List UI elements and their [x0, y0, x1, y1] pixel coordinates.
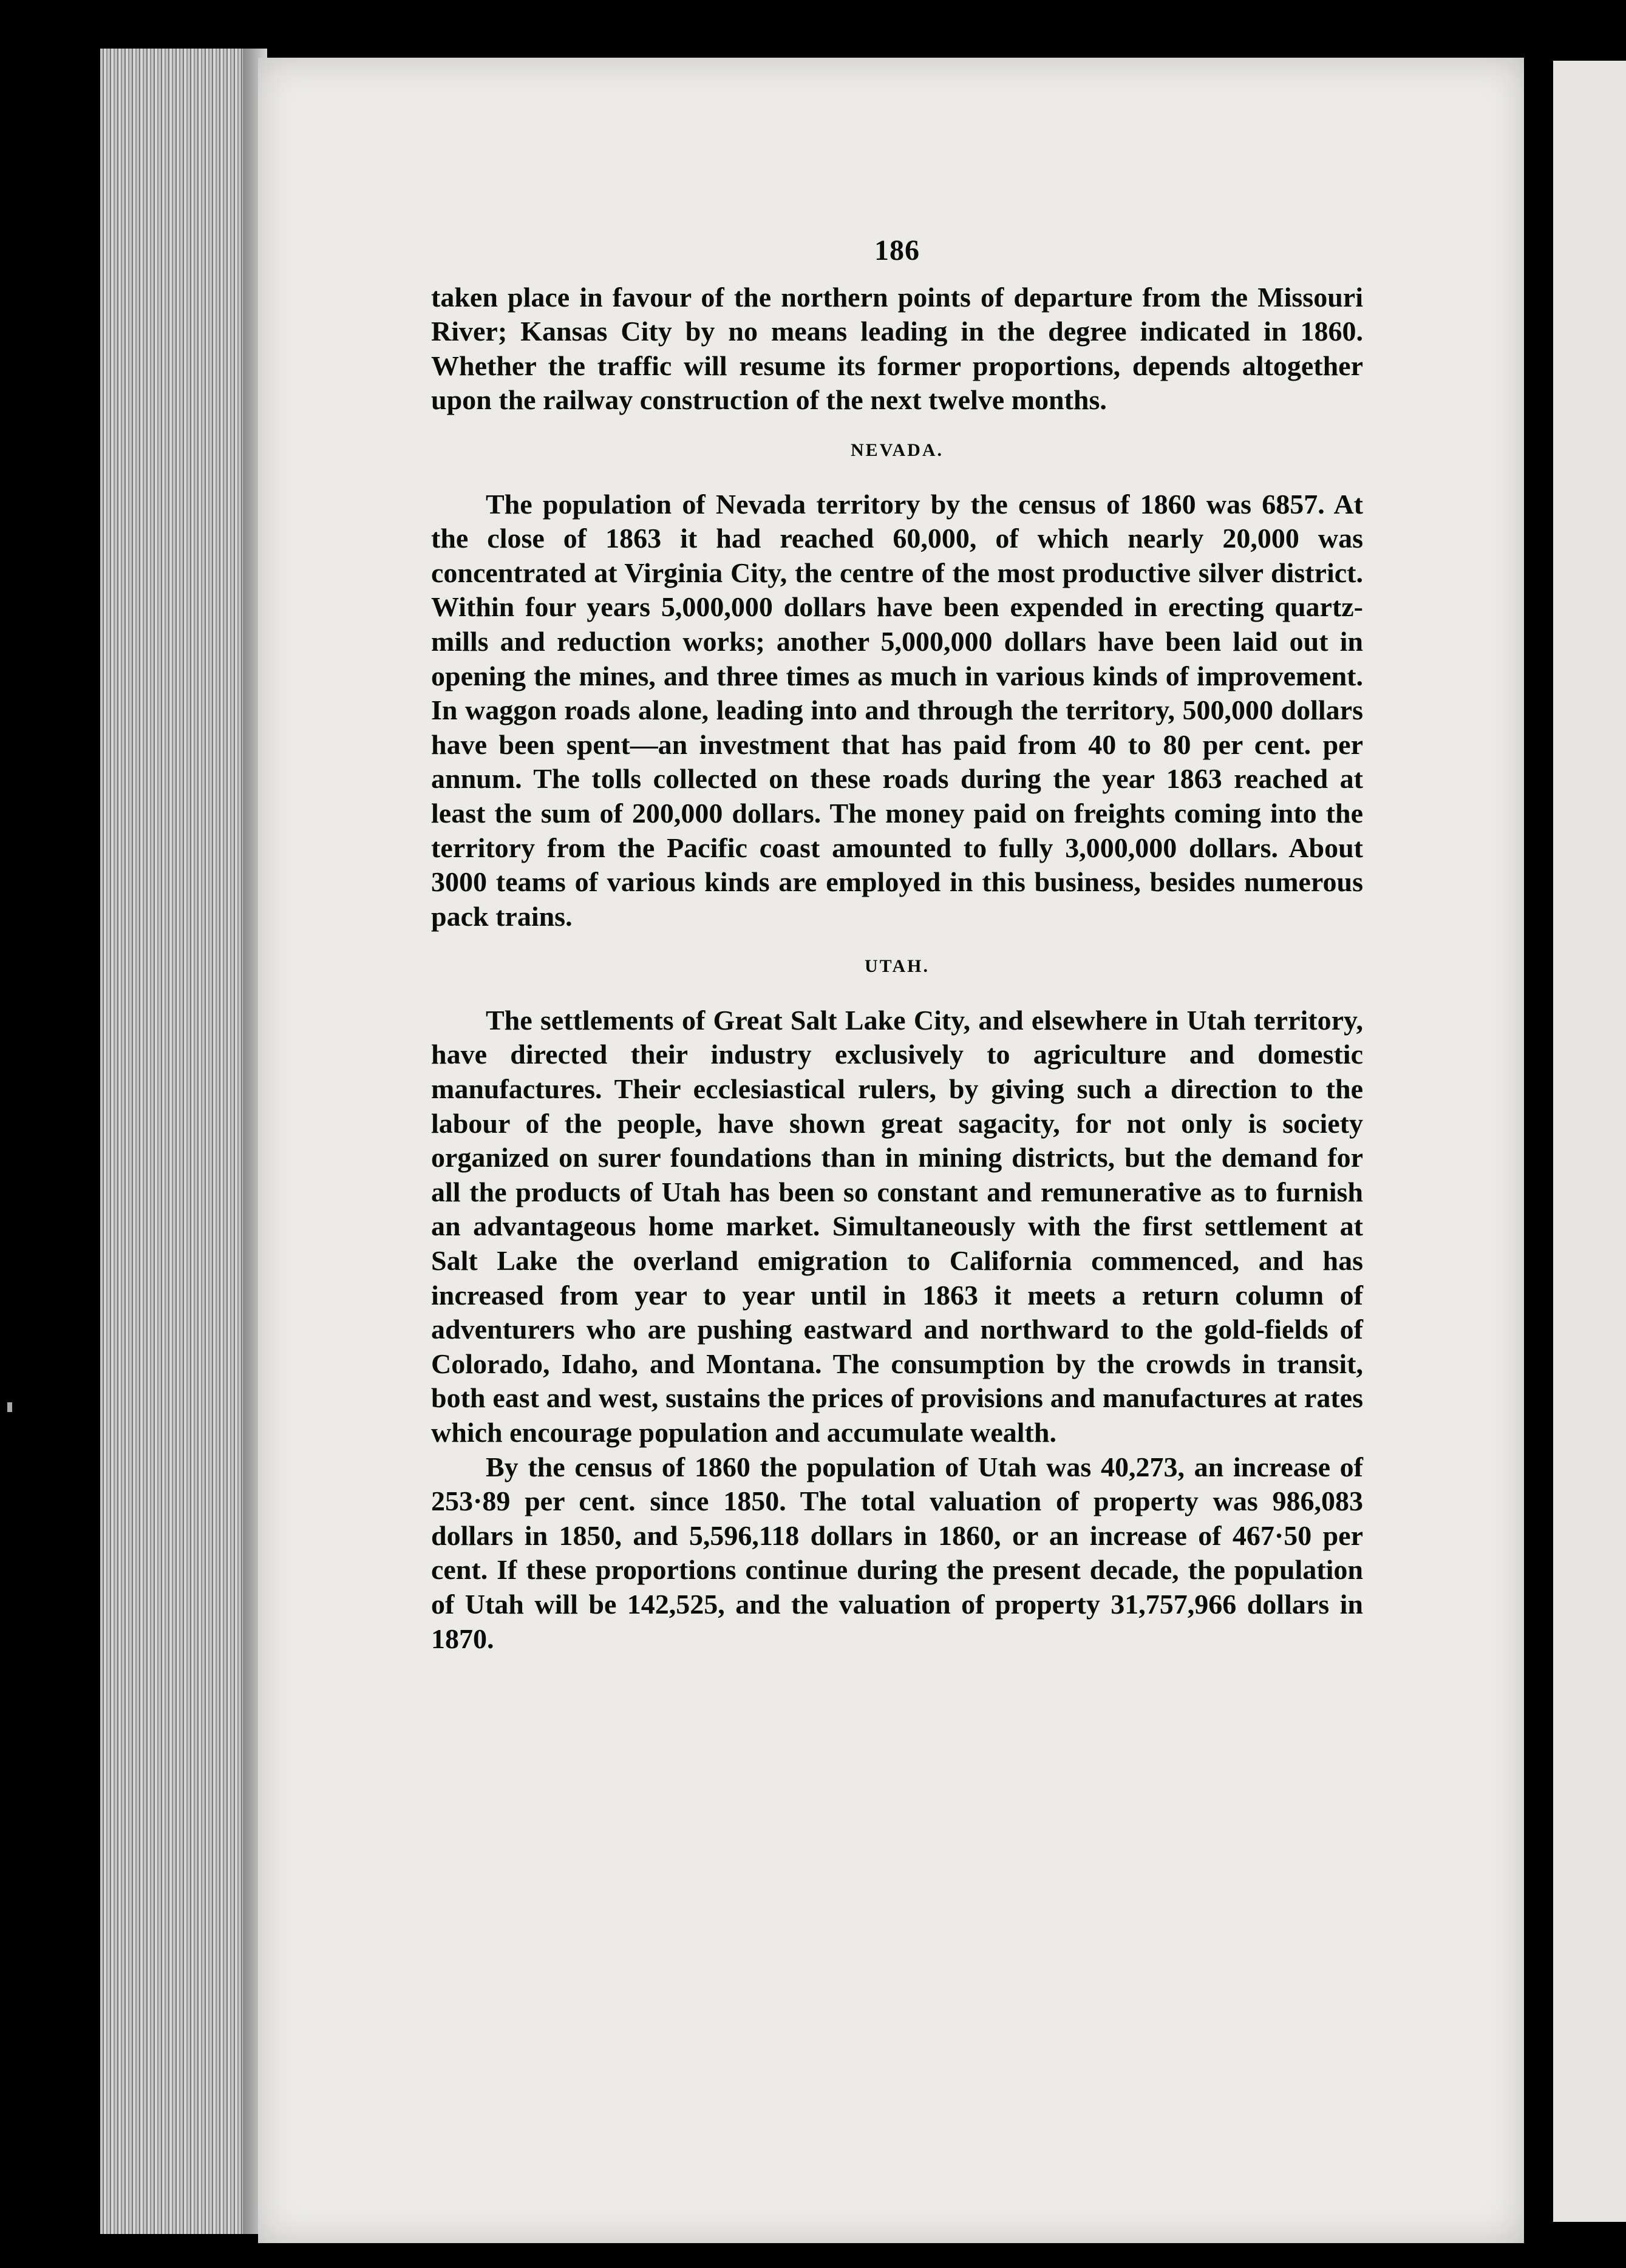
nevada-paragraph: The population of Nevada territory by the census of 1860 was 6857. At the close of 1863 it had reached 60,000, of which nearly 20,000 was concentrated at Virginia City, the centre of the most productive silver district. Within four years 5,000,000 dollars have been expended in erecting quartz-mills and reduction works; another 5,000,000 dollars have been laid out in opening the mines, and three times as much in various kinds of improvement. In waggon roads alone, leading into and through the territory, 500,000 dollars have been spent—an investment that has paid from 40 to 80 per cent. per annum. The tolls collected on these roads during the year 1863 reached at least the sum of 200,000 dollars. The money paid on freights coming into the territory from the Pacific coast amounted to fully 3,000,000 dollars. About 3000 teams of various kinds are employed in this business, besides numerous pack trains. — [431, 488, 1363, 932]
section-heading-nevada: NEVADA. — [851, 440, 944, 460]
page-number: 186 — [874, 234, 920, 267]
book-page — [258, 58, 1524, 2243]
utah-paragraph-2: By the census of 1860 the population of Utah was 40,273, an increase of 253·89 per cent. since 1850. The total valuation of property was 986,083 dollars in 1850, and 5,596,118 dollars in 1860, or an increase of 467·50 per cent. If these proportions continue during the present decade, the population of Utah will be 142,525, and the valuation of property 31,757,966 dollars in 1870. — [431, 1451, 1363, 1654]
facing-page-edge — [1553, 61, 1626, 2222]
scan-speck — [7, 1402, 12, 1412]
book-page-edges — [100, 49, 261, 2234]
page-text-block — [431, 234, 1363, 1656]
continued-paragraph: taken place in favour of the northern points of departure from the Missouri River; Kansas City by no means leading in the degree indicated in 1860. Whether the traffic will resume its former proportions, depends altogether upon the railway construction of the next twelve months. — [431, 281, 1363, 416]
section-heading-utah: UTAH. — [865, 956, 930, 977]
utah-paragraph-1: The settlements of Great Salt Lake City, and elsewhere in Utah territory, have directed their industry exclusively to agriculture and domestic manufactures. Their ecclesiastical rulers, by giving such a direction to the labour of the people, have shown great sagacity, for not only is society organized on surer foundations than in mining districts, but the demand for all the products of Utah has been so constant and remunerative as to furnish an advantageous home market. Simultaneously with the first settlement at Salt Lake the overland emigration to California commenced, and has increased from year to year until in 1863 it meets a return column of adventurers who are pushing eastward and northward to the gold-fields of Colorado, Idaho, and Montana. The consumption by the crowds in transit, both east and west, sustains the prices of provisions and manufactures at rates which encourage population and accumulate wealth. — [431, 1004, 1363, 1448]
